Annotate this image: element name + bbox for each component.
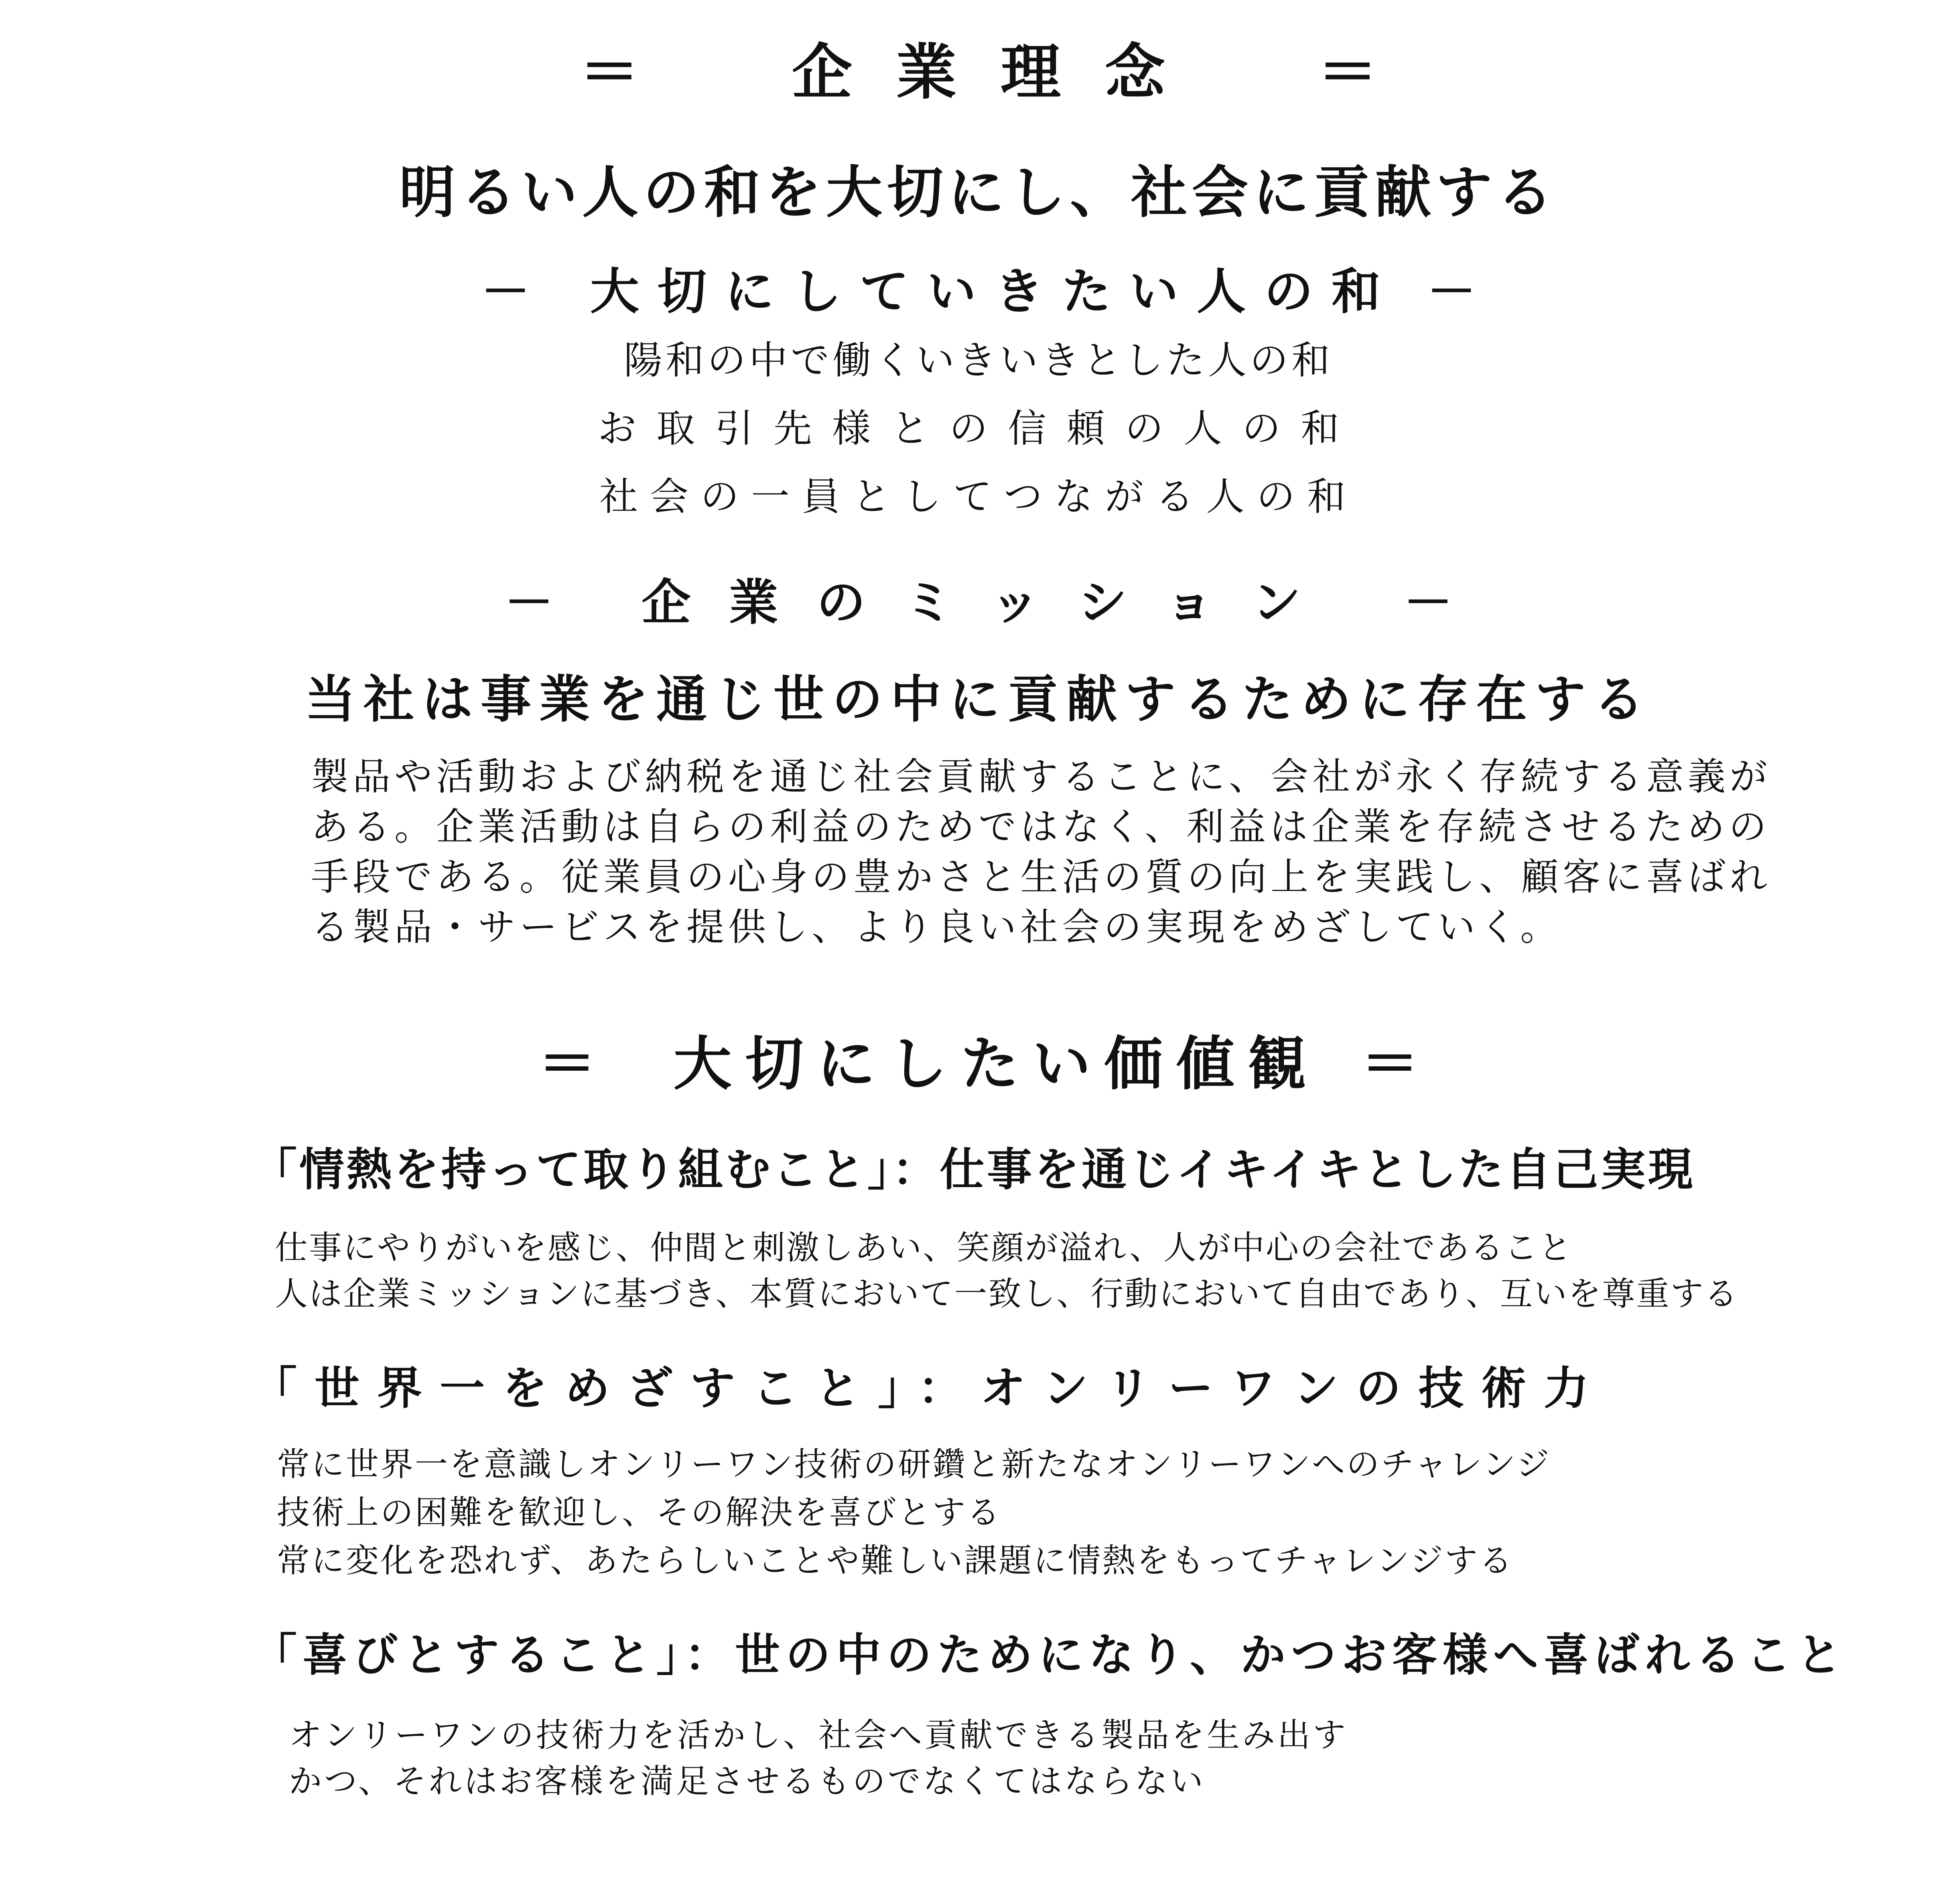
value-description-line: かつ、それはお客様を満足させるものでなくてはならない [289, 1762, 1206, 1800]
harmony-item: 社会の一員としてつながる人の和 [599, 474, 1358, 519]
harmony-right-mark: － [1427, 262, 1476, 320]
value-description-line: 常に変化を恐れず、あたらしいことや難しい課題に情熱をもってチャレンジする [277, 1542, 1514, 1580]
values-right-mark: ＝ [1361, 1030, 1419, 1098]
mission-left-mark: － [504, 573, 554, 631]
title-left-mark: ＝ [579, 37, 639, 108]
value-description-line: オンリーワンの技術力を活かし、社会へ貢献できる製品を生み出す [289, 1716, 1348, 1754]
harmony-item: 陽和の中で働くいきいきとした人の和 [624, 338, 1333, 383]
value-description-line: 常に世界一を意識しオンリーワン技術の研鑽と新たなオンリーワンへのチャレンジ [277, 1445, 1551, 1484]
value-description-line: 技術上の困難を歓迎し、その解決を喜びとする [277, 1494, 1002, 1532]
value-description-line: 仕事にやりがいを感じ、仲間と刺激しあい、笑顔が溢れ、人が中心の会社であること [275, 1229, 1573, 1267]
company-motto: 明るい人の和を大切にし、社会に貢献する [399, 160, 1558, 225]
mission-paragraph-line: る製品・サービスを提供し、より良い社会の実現をめざしていく。 [311, 905, 1562, 949]
harmony-item: お取引先様との信頼の人の和 [598, 406, 1359, 451]
values-heading-row [0, 1030, 1957, 1098]
title-right-mark: ＝ [1318, 37, 1378, 108]
mission-paragraph-line: 手段である。従業員の心身の豊かさと生活の質の向上を実践し、顧客に喜ばれ [311, 855, 1772, 899]
mission-heading-row [0, 573, 1957, 631]
harmony-heading-row [0, 262, 1957, 320]
harmony-heading: 大切にしていきたい人の和 [590, 262, 1399, 320]
values-left-mark: ＝ [538, 1030, 596, 1098]
mission-paragraph-line: 製品や活動および納税を通じ社会貢献することに、会社が永く存続する意義が [311, 755, 1772, 799]
value-heading-passion: 「情熱を持って取り組むこと」：仕事を通じイキイキとした自己実現 [252, 1143, 1695, 1196]
value-heading-joy: 「喜びとすること」：世の中のためになり、かつお客様へ喜ばれること [252, 1629, 1847, 1681]
mission-statement: 当社は事業を通じ世の中に貢献するために存在する [305, 670, 1652, 729]
harmony-left-mark: － [481, 262, 530, 320]
values-heading: 大切にしたい価値観 [673, 1030, 1320, 1098]
mission-paragraph-line: ある。企業活動は自らの利益のためではなく、利益は企業を存続させるための [311, 805, 1771, 849]
mission-right-mark: － [1403, 573, 1453, 631]
page-title-row [0, 37, 1957, 108]
page-title: 企業理念 [792, 37, 1209, 108]
value-description-line: 人は企業ミッションに基づき、本質において一致し、行動において自由であり、互いを尊重する [275, 1275, 1739, 1313]
mission-heading: 企業のミッション [642, 573, 1340, 631]
value-heading-world-number-one: 「世界一をめざすこと」：オンリーワンの技術力 [252, 1362, 1606, 1415]
